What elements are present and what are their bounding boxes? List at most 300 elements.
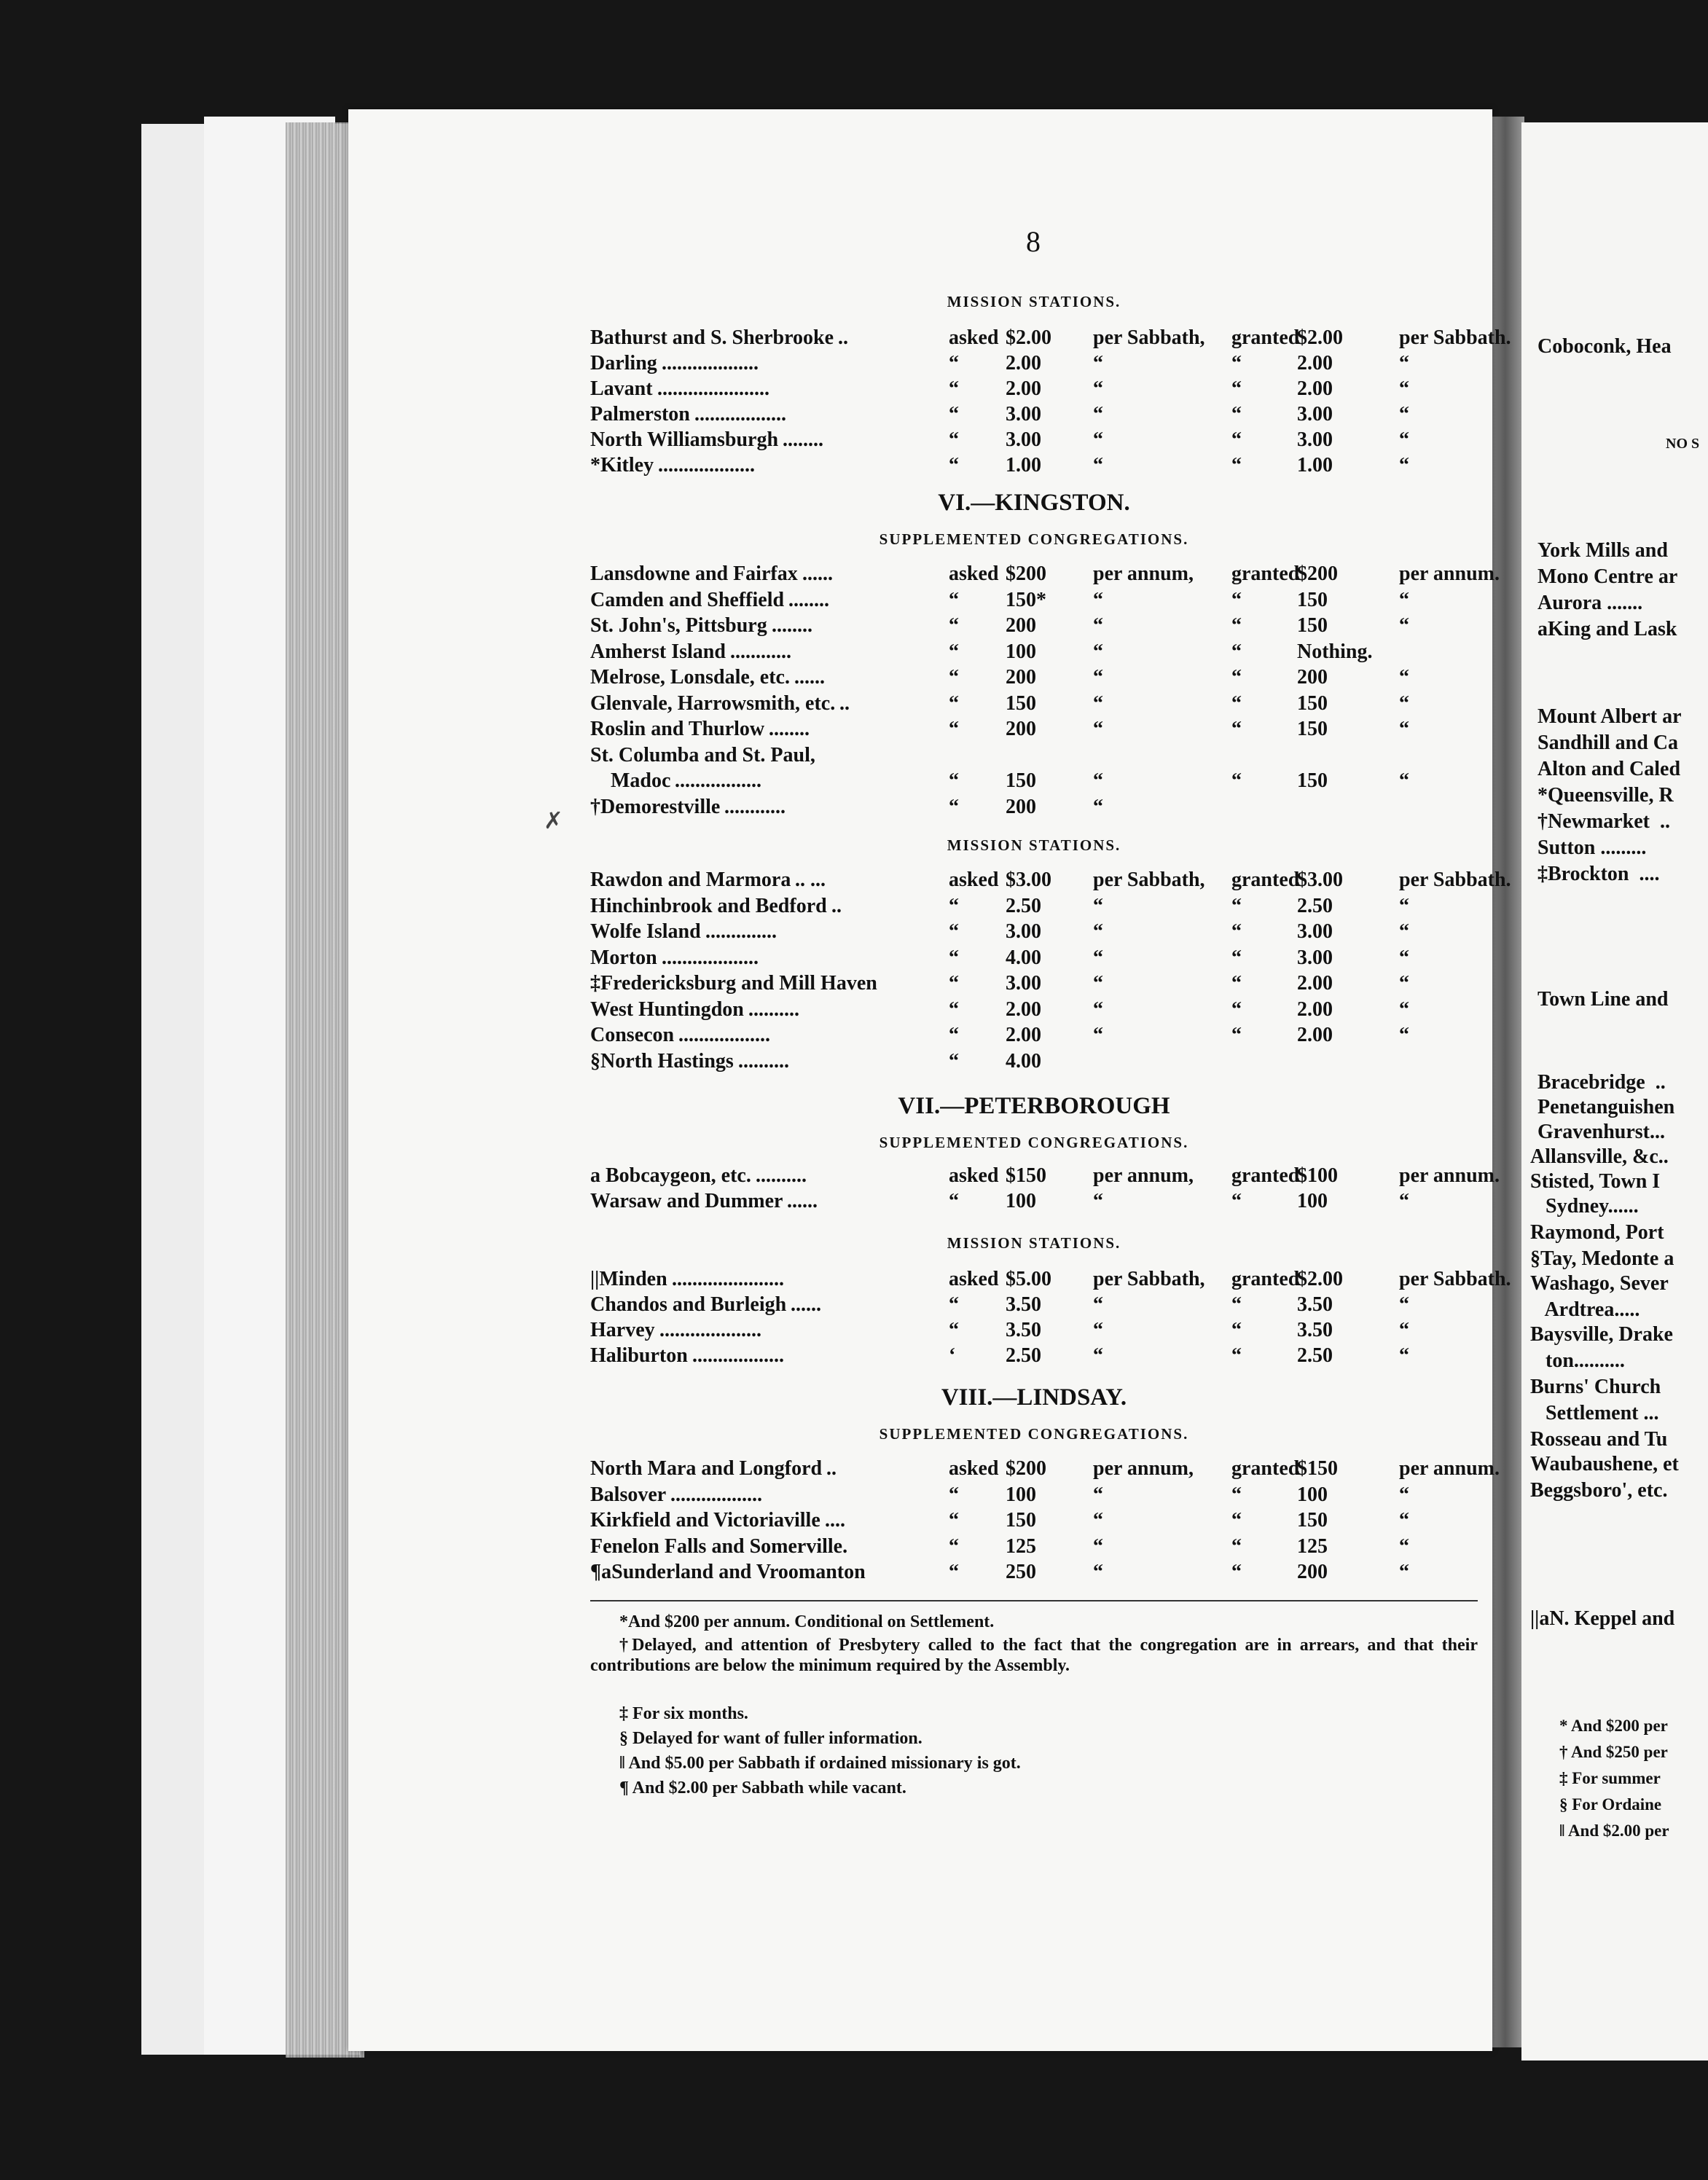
row-name: *Kitley bbox=[590, 454, 654, 477]
row-c5: 200 bbox=[1297, 1561, 1328, 1583]
right-page-text: Coboconk, Hea bbox=[1537, 335, 1672, 358]
footnote: § Delayed for want of fuller information. bbox=[619, 1729, 922, 1748]
footnote: *And $200 per annum. Conditional on Settlement. bbox=[619, 1612, 995, 1631]
row-c5: 150 bbox=[1297, 691, 1328, 715]
row-c2: 3.00 bbox=[1006, 428, 1041, 451]
row-c4: “ bbox=[1231, 588, 1242, 611]
row-c2: 4.00 bbox=[1006, 1049, 1041, 1073]
row-c1: “ bbox=[949, 769, 959, 792]
row-c1: “ bbox=[949, 795, 959, 818]
row-c1: “ bbox=[949, 997, 959, 1021]
row-leader: ........ bbox=[769, 718, 810, 740]
row-name: North Williamsburgh bbox=[590, 428, 779, 451]
row-leader: ........ bbox=[772, 614, 812, 637]
row-c5: 200 bbox=[1297, 666, 1328, 689]
row-name: Lansdowne and Fairfax bbox=[590, 562, 798, 585]
row-c2: 4.00 bbox=[1006, 946, 1041, 969]
row-name: Glenvale, Harrowsmith, etc. bbox=[590, 691, 836, 715]
row-leader: ................... bbox=[658, 454, 755, 477]
section-title: VI.—KINGSTON. bbox=[938, 490, 1130, 516]
row-c5: 3.00 bbox=[1297, 403, 1333, 426]
row-c1: “ bbox=[949, 1190, 959, 1212]
table-row bbox=[590, 454, 1478, 479]
row-c3: “ bbox=[1093, 588, 1103, 611]
row-c5: 3.50 bbox=[1297, 1319, 1333, 1341]
row-c1: “ bbox=[949, 640, 959, 663]
row-c4: granted bbox=[1231, 326, 1300, 349]
row-c1: “ bbox=[949, 352, 959, 375]
row-c1: asked bbox=[949, 1457, 999, 1480]
right-page-text: * And $200 per bbox=[1559, 1717, 1668, 1735]
row-c2: $150 bbox=[1006, 1164, 1046, 1187]
right-page-text: Stisted, Town I bbox=[1530, 1170, 1661, 1193]
footnote: ‡ For six months. bbox=[619, 1704, 748, 1723]
row-name: Haliburton bbox=[590, 1344, 688, 1367]
row-leader: ................. bbox=[675, 769, 761, 792]
row-c3: “ bbox=[1093, 997, 1103, 1021]
row-c1: “ bbox=[949, 1483, 959, 1506]
row-c6: “ bbox=[1399, 946, 1409, 969]
row-c2: 2.50 bbox=[1006, 894, 1041, 917]
right-page-text: ||aN. Keppel and bbox=[1530, 1607, 1675, 1630]
row-name: Darling bbox=[590, 352, 657, 375]
row-c2: $3.00 bbox=[1006, 869, 1051, 891]
row-name: Warsaw and Dummer bbox=[590, 1190, 783, 1212]
row-name: Wolfe Island bbox=[590, 920, 701, 943]
row-c5: 2.50 bbox=[1297, 1344, 1333, 1367]
row-c4: “ bbox=[1231, 1024, 1242, 1046]
row-name: Rawdon and Marmora bbox=[590, 869, 791, 891]
row-c4: “ bbox=[1231, 1319, 1242, 1341]
row-c4: “ bbox=[1231, 946, 1242, 969]
right-page-text: Washago, Sever bbox=[1530, 1272, 1669, 1295]
footnote: †Delayed, and attention of Presbytery called to the fact that the congregation are in arrears, and that their contributions are below the minimum required by the Assembly. bbox=[590, 1636, 1478, 1675]
row-leader: .. bbox=[826, 1457, 837, 1480]
row-leader: .................. bbox=[678, 1024, 770, 1046]
row-c5: 2.00 bbox=[1297, 377, 1333, 400]
right-page-text: Raymond, Port bbox=[1530, 1221, 1664, 1244]
row-leader: .............. bbox=[705, 920, 777, 943]
right-page-text: York Mills and bbox=[1537, 539, 1668, 562]
row-c6: “ bbox=[1399, 666, 1409, 689]
table-row bbox=[590, 614, 1478, 639]
right-page-text: Gravenhurst... bbox=[1537, 1121, 1665, 1143]
table-row bbox=[590, 920, 1478, 945]
row-leader: ............ bbox=[724, 795, 786, 818]
right-page-text: † And $250 per bbox=[1559, 1743, 1668, 1761]
row-name: Morton bbox=[590, 946, 657, 969]
row-c4: “ bbox=[1231, 377, 1242, 400]
right-page-text: Beggsboro', etc. bbox=[1530, 1479, 1668, 1502]
row-leader: ........ bbox=[788, 588, 829, 611]
right-page-text: Alton and Caled bbox=[1537, 758, 1681, 780]
row-name: St. Columba and St. Paul, bbox=[590, 743, 815, 766]
row-c3: “ bbox=[1093, 428, 1103, 451]
row-c4: granted bbox=[1231, 869, 1300, 891]
row-c3: per annum, bbox=[1093, 1457, 1194, 1480]
right-page-text: Aurora ....... bbox=[1537, 592, 1643, 614]
section-heading: SUPPLEMENTED CONGREGATIONS. bbox=[879, 1134, 1189, 1151]
right-page-text: ‖ And $2.00 per bbox=[1559, 1822, 1669, 1840]
row-c4: “ bbox=[1231, 769, 1242, 792]
table-row bbox=[590, 1268, 1511, 1293]
row-c4: “ bbox=[1231, 1293, 1242, 1316]
row-c3: “ bbox=[1093, 946, 1103, 969]
row-c3: “ bbox=[1093, 403, 1103, 426]
row-c5: 3.00 bbox=[1297, 428, 1333, 451]
row-c5: 2.00 bbox=[1297, 972, 1333, 995]
row-c1: “ bbox=[949, 718, 959, 740]
row-c6: “ bbox=[1399, 1024, 1409, 1046]
right-page-text: ton.......... bbox=[1530, 1349, 1625, 1372]
table-row bbox=[590, 796, 1478, 820]
row-c1: “ bbox=[949, 1509, 959, 1532]
row-c3: “ bbox=[1093, 666, 1103, 689]
row-c3: “ bbox=[1093, 972, 1103, 995]
row-c4: “ bbox=[1231, 1483, 1242, 1506]
row-c3: per annum, bbox=[1093, 562, 1194, 585]
table-row bbox=[590, 998, 1478, 1023]
row-c4: “ bbox=[1231, 403, 1242, 426]
section-heading: MISSION STATIONS. bbox=[947, 836, 1121, 854]
right-page-text: § For Ordaine bbox=[1559, 1795, 1662, 1814]
row-c4: “ bbox=[1231, 1509, 1242, 1532]
table-row bbox=[590, 377, 1478, 402]
row-c4: “ bbox=[1231, 1344, 1242, 1367]
table-row bbox=[590, 692, 1478, 717]
row-c6: “ bbox=[1399, 454, 1409, 477]
row-c6: “ bbox=[1399, 377, 1409, 400]
row-c3: “ bbox=[1093, 614, 1103, 637]
section-title: VII.—PETERBOROUGH bbox=[898, 1093, 1170, 1119]
row-c3: “ bbox=[1093, 691, 1103, 715]
row-name: Lavant bbox=[590, 377, 653, 400]
row-c5: 125 bbox=[1297, 1534, 1328, 1558]
section-heading: SUPPLEMENTED CONGREGATIONS. bbox=[879, 530, 1189, 548]
row-name: St. John's, Pittsburg bbox=[590, 614, 767, 637]
right-page-text: Sydney...... bbox=[1530, 1195, 1639, 1218]
right-page-text: Waubaushene, et bbox=[1530, 1453, 1679, 1475]
row-name: North Mara and Longford bbox=[590, 1457, 823, 1480]
row-c3: “ bbox=[1093, 640, 1103, 663]
row-c1: “ bbox=[949, 1319, 959, 1341]
right-page-text: *Queensville, R bbox=[1537, 784, 1674, 807]
row-c6: “ bbox=[1399, 1534, 1409, 1558]
row-c4: “ bbox=[1231, 894, 1242, 917]
right-page-text: §Tay, Medonte a bbox=[1530, 1247, 1674, 1270]
row-leader: .. bbox=[839, 691, 850, 715]
row-leader: .......... bbox=[748, 997, 799, 1021]
row-leader: .... bbox=[825, 1509, 845, 1532]
right-page-text: †Newmarket .. bbox=[1537, 810, 1670, 833]
row-name: Harvey bbox=[590, 1319, 655, 1341]
row-leader: ...... bbox=[802, 562, 833, 585]
row-c1: asked bbox=[949, 326, 999, 349]
table-row bbox=[590, 352, 1478, 377]
row-c5: $2.00 bbox=[1297, 1268, 1343, 1290]
row-c1: asked bbox=[949, 1268, 999, 1290]
right-page-text: Settlement ... bbox=[1530, 1402, 1659, 1424]
row-c1: “ bbox=[949, 1049, 959, 1073]
row-c4: “ bbox=[1231, 718, 1242, 740]
section-heading: SUPPLEMENTED CONGREGATIONS. bbox=[879, 1425, 1189, 1443]
row-c3: “ bbox=[1093, 1509, 1103, 1532]
row-name: Amherst Island bbox=[590, 640, 726, 663]
row-c6: “ bbox=[1399, 352, 1409, 375]
section-title: VIII.—LINDSAY. bbox=[941, 1384, 1127, 1411]
row-leader: .......... bbox=[738, 1049, 789, 1073]
footnote-rule bbox=[590, 1600, 1478, 1601]
row-name: Hinchinbrook and Bedford bbox=[590, 894, 827, 917]
right-page-text: ‡ For summer bbox=[1559, 1769, 1661, 1787]
row-leader: .................. bbox=[694, 403, 786, 426]
row-leader: .................... bbox=[659, 1319, 761, 1341]
row-c6: per Sabbath. bbox=[1399, 326, 1511, 349]
table-row bbox=[590, 744, 1478, 769]
row-c2: 150 bbox=[1006, 691, 1036, 715]
row-c2: 3.50 bbox=[1006, 1319, 1041, 1341]
row-c1: ‘ bbox=[949, 1344, 956, 1367]
table-row bbox=[590, 1509, 1478, 1534]
row-c2: 200 bbox=[1006, 666, 1036, 689]
row-c1: asked bbox=[949, 869, 999, 891]
row-c2: 200 bbox=[1006, 614, 1036, 637]
row-c6: per Sabbath. bbox=[1399, 869, 1511, 891]
row-c1: “ bbox=[949, 403, 959, 426]
table-row bbox=[590, 428, 1478, 453]
row-c3: “ bbox=[1093, 1319, 1103, 1341]
row-name: Roslin and Thurlow bbox=[590, 718, 765, 740]
row-c3: “ bbox=[1093, 1024, 1103, 1046]
right-page-text: Burns' Church bbox=[1530, 1376, 1661, 1398]
row-c1: “ bbox=[949, 377, 959, 400]
right-page-text: Mono Centre ar bbox=[1537, 565, 1678, 588]
row-c5: 150 bbox=[1297, 1509, 1328, 1532]
row-c6: “ bbox=[1399, 1561, 1409, 1583]
row-c4: “ bbox=[1231, 640, 1242, 663]
table-row bbox=[590, 1535, 1478, 1560]
footnote: ¶ And $2.00 per Sabbath while vacant. bbox=[619, 1779, 906, 1797]
row-c1: “ bbox=[949, 1534, 959, 1558]
row-c4: “ bbox=[1231, 691, 1242, 715]
row-c6: “ bbox=[1399, 1483, 1409, 1506]
row-name: ||Minden bbox=[590, 1268, 667, 1290]
row-c2: 3.00 bbox=[1006, 920, 1041, 943]
row-c5: $2.00 bbox=[1297, 326, 1343, 349]
row-c5: Nothing. bbox=[1297, 640, 1373, 663]
table-row bbox=[590, 869, 1511, 893]
row-c4: “ bbox=[1231, 352, 1242, 375]
row-c3: “ bbox=[1093, 920, 1103, 943]
row-c2: 150 bbox=[1006, 769, 1036, 792]
table-row bbox=[590, 1457, 1500, 1482]
row-c1: asked bbox=[949, 1164, 999, 1187]
row-name: Madoc bbox=[590, 769, 671, 792]
row-name: Palmerston bbox=[590, 403, 690, 426]
table-row bbox=[590, 946, 1478, 971]
row-leader: ...................... bbox=[657, 377, 769, 400]
row-c1: “ bbox=[949, 428, 959, 451]
row-c2: $2.00 bbox=[1006, 326, 1051, 349]
right-page-text: Allansville, &c.. bbox=[1530, 1145, 1669, 1168]
row-leader: .................. bbox=[692, 1344, 784, 1367]
row-c4: granted bbox=[1231, 1457, 1300, 1480]
row-c3: “ bbox=[1093, 1483, 1103, 1506]
table-row bbox=[590, 1319, 1478, 1344]
right-page-text: Bracebridge .. bbox=[1537, 1071, 1666, 1094]
row-c3: “ bbox=[1093, 1293, 1103, 1316]
row-c2: 125 bbox=[1006, 1534, 1036, 1558]
row-c4: “ bbox=[1231, 972, 1242, 995]
row-name: Bathurst and S. Sherbrooke bbox=[590, 326, 834, 349]
row-c2: 2.00 bbox=[1006, 352, 1041, 375]
right-page-text: Ardtrea..... bbox=[1530, 1298, 1640, 1321]
row-c1: “ bbox=[949, 1561, 959, 1583]
row-c2: 200 bbox=[1006, 795, 1036, 818]
right-page-text: aKing and Lask bbox=[1537, 618, 1677, 640]
row-c1: “ bbox=[949, 614, 959, 637]
row-c5: 1.00 bbox=[1297, 454, 1333, 477]
row-c6: “ bbox=[1399, 403, 1409, 426]
row-c4: “ bbox=[1231, 1534, 1242, 1558]
right-page-text: Rosseau and Tu bbox=[1530, 1428, 1668, 1451]
row-c3: “ bbox=[1093, 894, 1103, 917]
row-c5: 2.00 bbox=[1297, 352, 1333, 375]
row-c6: per annum. bbox=[1399, 1457, 1500, 1480]
row-c1: “ bbox=[949, 894, 959, 917]
right-page-text: Mount Albert ar bbox=[1537, 705, 1682, 728]
row-leader: .. ... bbox=[795, 869, 826, 891]
row-c6: “ bbox=[1399, 614, 1409, 637]
row-c2: 250 bbox=[1006, 1561, 1036, 1583]
row-c2: 150* bbox=[1006, 588, 1046, 611]
row-c3: “ bbox=[1093, 377, 1103, 400]
row-c3: “ bbox=[1093, 1190, 1103, 1212]
row-c6: “ bbox=[1399, 1509, 1409, 1532]
row-leader: ........ bbox=[783, 428, 823, 451]
row-leader: .. bbox=[838, 326, 848, 349]
row-leader: ............ bbox=[730, 640, 791, 663]
table-row bbox=[590, 589, 1478, 613]
table-row bbox=[590, 562, 1500, 587]
row-c2: 2.50 bbox=[1006, 1344, 1041, 1367]
row-c5: 3.00 bbox=[1297, 920, 1333, 943]
row-leader: .. bbox=[831, 894, 842, 917]
table-row bbox=[590, 666, 1478, 691]
row-c6: “ bbox=[1399, 1319, 1409, 1341]
right-page-text: Penetanguishen bbox=[1537, 1096, 1675, 1118]
row-c1: “ bbox=[949, 454, 959, 477]
row-c2: 1.00 bbox=[1006, 454, 1041, 477]
right-page-text: ‡Brockton .... bbox=[1537, 863, 1660, 885]
row-c5: 100 bbox=[1297, 1190, 1328, 1212]
row-name: ‡Fredericksburg and Mill Haven bbox=[590, 972, 877, 995]
row-c1: asked bbox=[949, 562, 999, 585]
row-c5: 3.00 bbox=[1297, 946, 1333, 969]
row-c6: “ bbox=[1399, 769, 1409, 792]
row-c5: $3.00 bbox=[1297, 869, 1343, 891]
row-c5: 2.00 bbox=[1297, 1024, 1333, 1046]
row-leader: ................... bbox=[662, 352, 759, 375]
table-row bbox=[590, 1344, 1478, 1369]
row-c3: per annum, bbox=[1093, 1164, 1194, 1187]
row-c4: “ bbox=[1231, 920, 1242, 943]
row-c4: “ bbox=[1231, 666, 1242, 689]
row-c3: “ bbox=[1093, 718, 1103, 740]
row-c2: $200 bbox=[1006, 1457, 1046, 1480]
row-c3: “ bbox=[1093, 795, 1103, 818]
row-c6: “ bbox=[1399, 718, 1409, 740]
row-c3: “ bbox=[1093, 1344, 1103, 1367]
row-c1: “ bbox=[949, 588, 959, 611]
row-c1: “ bbox=[949, 946, 959, 969]
row-c5: 150 bbox=[1297, 588, 1328, 611]
row-c1: “ bbox=[949, 920, 959, 943]
row-c4: “ bbox=[1231, 428, 1242, 451]
row-c3: “ bbox=[1093, 352, 1103, 375]
table-row bbox=[590, 769, 1478, 794]
row-leader: ...... bbox=[787, 1190, 818, 1212]
right-page-text: Town Line and bbox=[1537, 988, 1669, 1011]
row-name: Consecon bbox=[590, 1024, 675, 1046]
page-number: 8 bbox=[1026, 225, 1041, 258]
row-c3: “ bbox=[1093, 769, 1103, 792]
row-leader: ...... bbox=[794, 666, 825, 689]
row-c4: granted bbox=[1231, 1164, 1300, 1187]
row-c6: “ bbox=[1399, 1190, 1409, 1212]
row-c2: 2.00 bbox=[1006, 1024, 1041, 1046]
table-row bbox=[590, 1561, 1478, 1585]
row-c3: “ bbox=[1093, 454, 1103, 477]
row-c5: 100 bbox=[1297, 1483, 1328, 1506]
row-name: Fenelon Falls and Somerville. bbox=[590, 1534, 848, 1558]
row-c2: 100 bbox=[1006, 1190, 1036, 1212]
row-c4: granted bbox=[1231, 562, 1300, 585]
row-c6: per annum. bbox=[1399, 562, 1500, 585]
row-c2: $5.00 bbox=[1006, 1268, 1051, 1290]
row-c2: 2.00 bbox=[1006, 997, 1041, 1021]
right-page-text: Baysville, Drake bbox=[1530, 1323, 1673, 1346]
section-heading: MISSION STATIONS. bbox=[947, 293, 1121, 310]
section-heading: MISSION STATIONS. bbox=[947, 1234, 1121, 1252]
row-name: West Huntingdon bbox=[590, 997, 744, 1021]
row-c4: “ bbox=[1231, 1561, 1242, 1583]
row-c6: per annum. bbox=[1399, 1164, 1500, 1187]
row-c1: “ bbox=[949, 666, 959, 689]
row-c5: 150 bbox=[1297, 614, 1328, 637]
row-c5: 2.50 bbox=[1297, 894, 1333, 917]
row-c6: “ bbox=[1399, 894, 1409, 917]
row-name: a Bobcaygeon, etc. bbox=[590, 1164, 751, 1187]
row-c2: 150 bbox=[1006, 1509, 1036, 1532]
row-c6: “ bbox=[1399, 972, 1409, 995]
row-c4: “ bbox=[1231, 997, 1242, 1021]
row-c1: “ bbox=[949, 1293, 959, 1316]
row-c6: “ bbox=[1399, 997, 1409, 1021]
row-c4: “ bbox=[1231, 454, 1242, 477]
table-row bbox=[590, 972, 1478, 997]
table-row bbox=[590, 1293, 1478, 1318]
row-c1: “ bbox=[949, 972, 959, 995]
row-c1: “ bbox=[949, 691, 959, 715]
right-page-text: Sutton ......... bbox=[1537, 836, 1647, 859]
row-leader: ...... bbox=[791, 1293, 821, 1316]
row-c4: “ bbox=[1231, 614, 1242, 637]
row-c2: 3.00 bbox=[1006, 403, 1041, 426]
row-leader: ...................... bbox=[672, 1268, 784, 1290]
row-c1: “ bbox=[949, 1024, 959, 1046]
table-row bbox=[590, 1024, 1478, 1048]
